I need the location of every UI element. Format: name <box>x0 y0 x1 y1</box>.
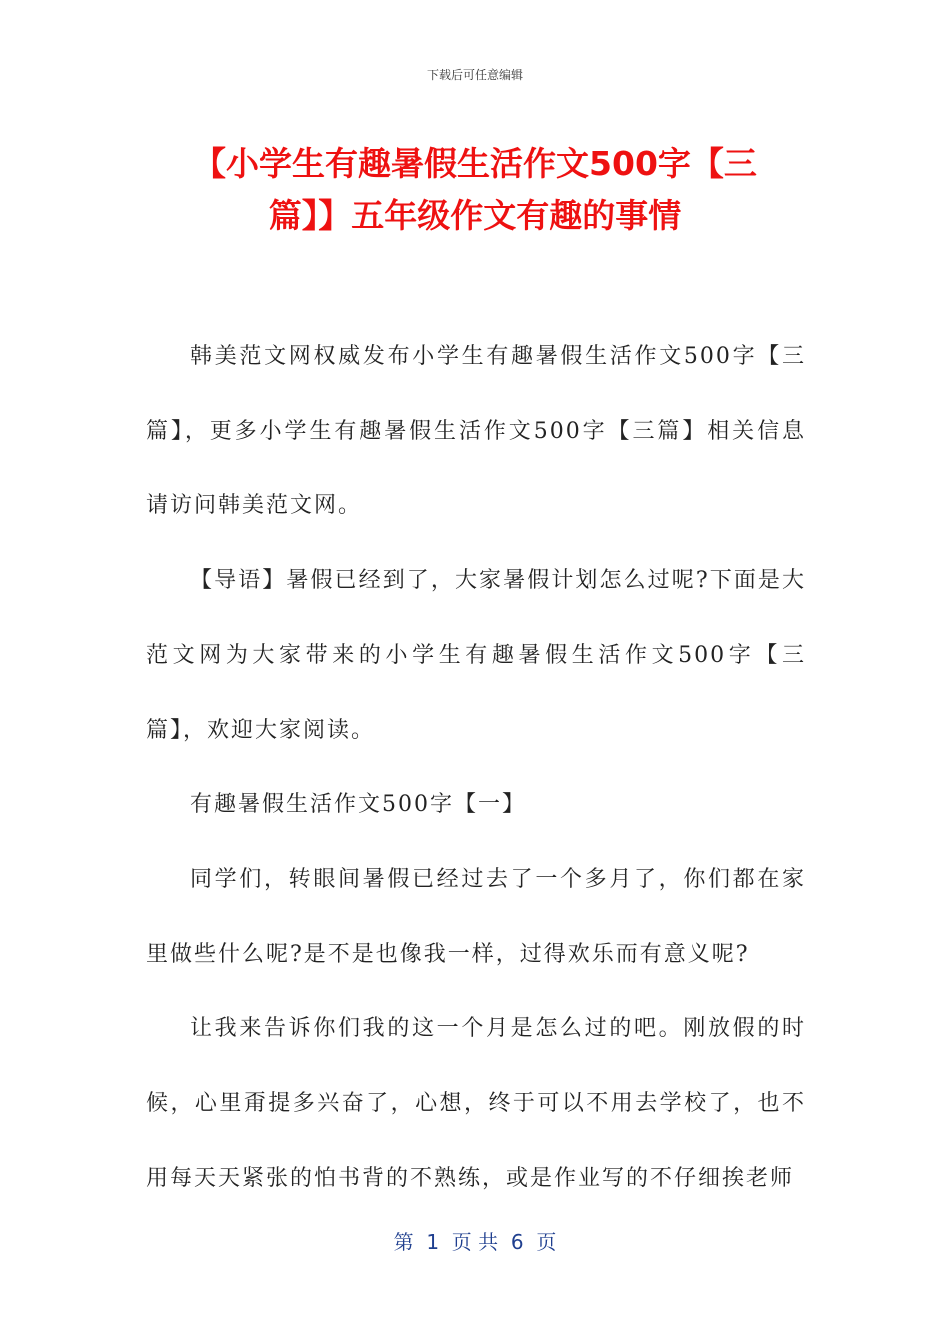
page-number-footer: 第 1 页 共 6 页 <box>393 1230 557 1254</box>
section-heading: 有趣暑假生活作文500字【一】 <box>190 792 526 818</box>
document-title-line-2: 篇】】五年级作文有趣的事情 <box>268 196 682 235</box>
document-title-line-1: 【小学生有趣暑假生活作文500字【三 <box>193 144 757 183</box>
paragraph-guide: 【导语】暑假已经到了，大家暑假计划怎么过呢?下面是大范文网为大家带来的小学生有趣暑假生活作文500字【三篇】，欢迎大家阅读。 <box>146 568 806 743</box>
document-title <box>130 138 820 242</box>
paragraph-intro: 韩美范文网权威发布小学生有趣暑假生活作文500字【三篇】，更多小学生有趣暑假生活作文500字【三篇】相关信息请访问韩美范文网。 <box>146 344 806 519</box>
page-header-note: 下载后可任意编辑 <box>426 68 523 82</box>
paragraph-body: 同学们，转眼间暑假已经过去了一个多月了，你们都在家里做些什么呢?是不是也像我一样，过得欢乐而有意义呢? <box>146 866 806 967</box>
document-body <box>146 320 806 1216</box>
paragraph-body: 让我来告诉你们我的这一个月是怎么过的吧。刚放假的时候，心里甭提多兴奋了，心想，终于可以不用去学校了，也不用每天天紧张的怕书背的不熟练，或是作业写的不仔细挨老师 <box>146 1016 806 1191</box>
